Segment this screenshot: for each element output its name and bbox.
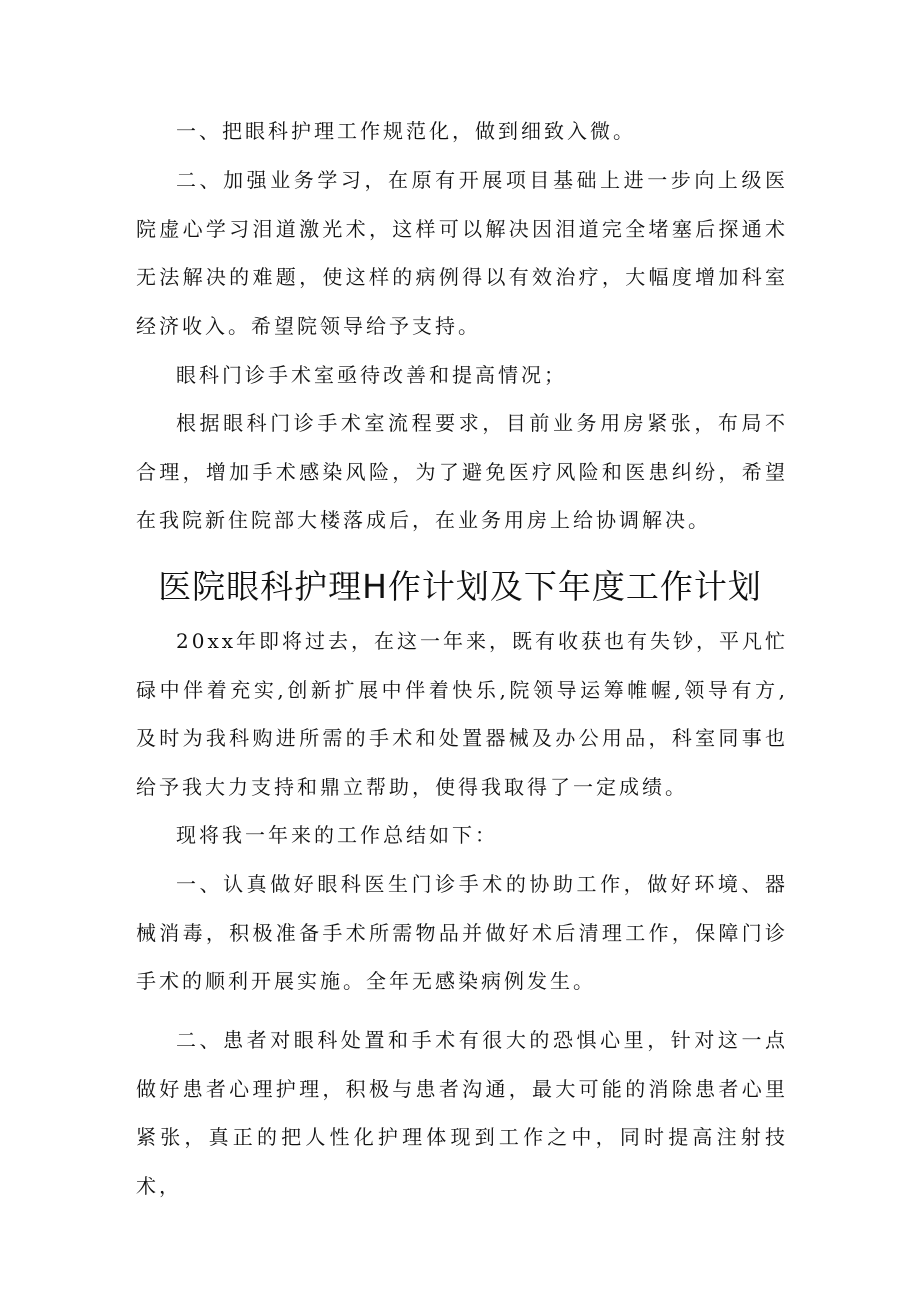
paragraph-standardize-nursing: 一、把眼科护理工作规范化，做到细致入微。 — [176, 119, 636, 143]
paragraph-room-layout: 根据眼科门诊手术室流程要求，目前业务用房紧张，布局不合理，增加手术感染风险，为了避免医疗风险和医患纠纷，希望在我院新住院部大楼落成后，在业务用房上给协调解决。 — [136, 411, 788, 532]
paragraph-surgery-assist: 一、认真做好眼科医生门诊手术的协助工作，做好环境、器械消毒，积极准备手术所需物品并做好术后清理工作，保障门诊手术的顺利开展实施。全年无感染病例发生。 — [136, 872, 788, 993]
paragraph-improvement-needed: 眼科门诊手术室亟待改善和提高情况； — [176, 363, 567, 387]
paragraph-year-intro: 20xx年即将过去，在这一年来，既有收获也有失钞，平凡忙碌中伴着充实,创新扩展中伴着快乐,院领导运筹帷幄,领导有方,及时为我科购进所需的手术和处置器械及办公用品，科室同事也给予我大力支持和鼎立帮助，使得我取得了一定成绩。 — [136, 629, 789, 799]
paragraph-summary-lead: 现将我一年来的工作总结如下： — [176, 823, 498, 847]
paragraph-patient-psychology: 二、患者对眼科处置和手术有很大的恐惧心里，针对这一点做好患者心理护理，积极与患者沟通，最大可能的消除患者心里紧张，真正的把人性化护理体现到工作之中，同时提高注射技术， — [136, 1028, 788, 1198]
document-title: 医院眼科护理H作计划及下年度工作计划 — [158, 567, 762, 606]
paragraph-strengthen-learning: 二、加强业务学习，在原有开展项目基础上进一步向上级医院虚心学习泪道激光术，这样可以解决因泪道完全堵塞后探通术无法解决的难题，使这样的病例得以有效治疗，大幅度增加科室经济收入。希望院领导给予支持。 — [136, 168, 788, 338]
